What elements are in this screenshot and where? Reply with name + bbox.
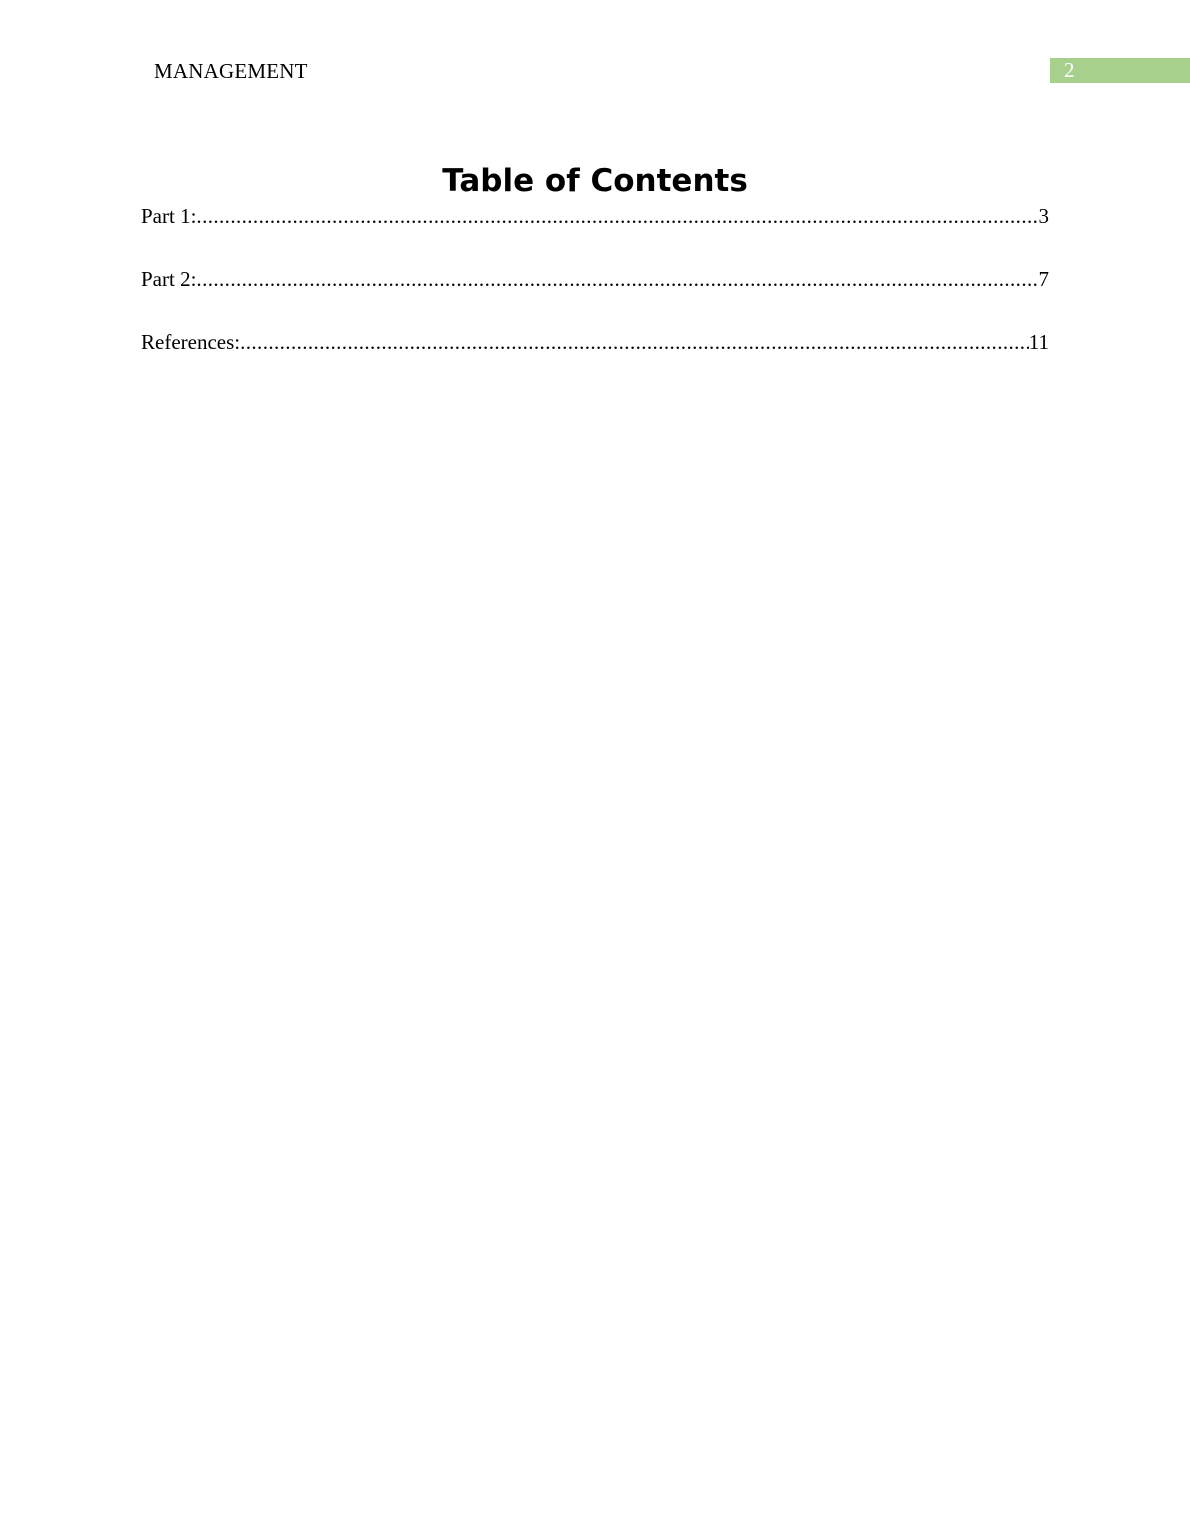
toc-entry-references[interactable] [141, 329, 1049, 356]
toc-dot-leader [240, 329, 1029, 356]
toc-entry-label: Part 1: [141, 204, 197, 228]
toc-entry-label: Part 2: [141, 267, 197, 291]
page-number-badge: 2 [1050, 58, 1190, 83]
toc-entry-part-1[interactable] [141, 203, 1049, 230]
toc-heading: Table of Contents [442, 163, 748, 199]
toc-entry-part-2[interactable] [141, 266, 1049, 293]
toc-dot-leader [196, 203, 1038, 230]
toc-entry-page: 7 [1038, 267, 1049, 291]
toc-entry-page: 3 [1038, 204, 1049, 228]
toc-list [141, 203, 1049, 392]
toc-entry-page: 11 [1028, 330, 1049, 354]
toc-dot-leader [196, 266, 1038, 293]
running-header-title: MANAGEMENT [154, 59, 308, 83]
toc-entry-label: References: [141, 330, 241, 354]
